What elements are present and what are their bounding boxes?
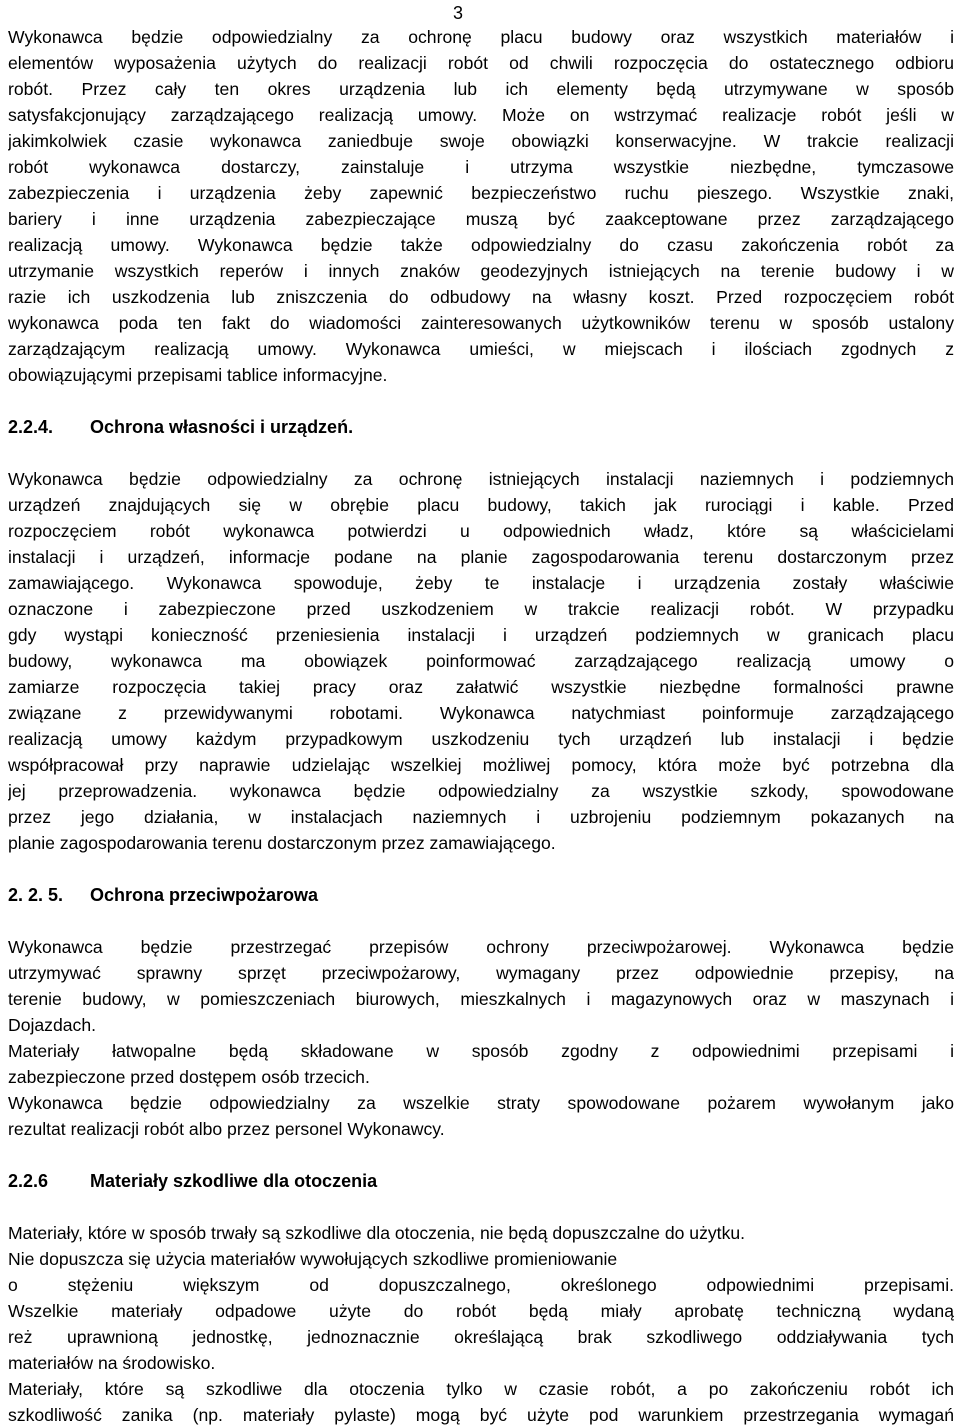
section-number: 2.2.4. (8, 417, 54, 437)
text-line: Nie dopuszcza się użycia materiałów wywołujących szkodliwe promieniowanie (8, 1249, 618, 1269)
section-number: 2.2.6 (8, 1171, 49, 1191)
text-line: bariery i inne urządzenia zabezpieczające muszą być zaakceptowane przez zarządzającego (8, 209, 954, 229)
text-line: Wykonawca będzie odpowiedzialny za ochronę placu budowy oraz wszystkich materiałów i (8, 27, 954, 47)
text-line: utrzymywać sprawny sprzęt przeciwpożarowy, wymagany przez odpowiednie przepisy, na (8, 963, 954, 983)
text-line: oznaczone i zabezpieczone przed uszkodzeniem w trakcie realizacji robót. W przypadku (8, 599, 954, 619)
text-line: utrzymanie wszystkich reperów i innych znaków geodezyjnych istniejących na terenie budowy i w (8, 261, 954, 281)
text-line: gdy wystąpi konieczność przeniesienia instalacji i urządzeń podziemnych w granicach placu (8, 625, 954, 645)
page-number: 3 (452, 3, 463, 23)
text-line: Materiały łatwopalne będą składowane w sposób zgodny z odpowiednimi przepisami i (8, 1041, 954, 1061)
section-heading-2-2-4 (8, 414, 954, 440)
paragraph-fire-protection (8, 934, 954, 1142)
paragraph-site-protection (8, 24, 954, 388)
text-line: Wszelkie materiały odpadowe użyte do robót będą miały aprobatę techniczną wydaną (8, 1301, 954, 1321)
section-number: 2. 2. 5. (8, 885, 64, 905)
text-line: terenie budowy, w pomieszczeniach biurowych, mieszkalnych i magazynowych oraz w maszynach i (8, 989, 954, 1009)
text-line: Wykonawca będzie odpowiedzialny za wszelkie straty spowodowane pożarem wywołanym jako (8, 1093, 954, 1113)
text-line: robót. Przez cały ten okres urządzenia lub ich elementy będą utrzymywane w sposób (8, 79, 954, 99)
text-line: razie ich uszkodzenia lub zniszczenia do odbudowy na własny koszt. Przed rozpoczęciem robót (8, 287, 954, 307)
text-line: reż uprawnioną jednostkę, jednoznacznie określającą brak szkodliwego oddziaływania tych (8, 1327, 954, 1347)
text-line: Dojazdach. (8, 1015, 97, 1035)
text-line: robót wykonawca dostarczy, zainstaluje i utrzyma wszystkie niezbędne, tymczasowe (8, 157, 954, 177)
text-line: wykonawca poda ten fakt do wiadomości zainteresowanych użytkowników terenu w sposób ustalony (8, 313, 954, 333)
paragraph-harmful-materials (8, 1220, 954, 1428)
text-line: współpracował przy naprawie udzielając wszelkiej możliwej pomocy, która może być potrzebna dla (8, 755, 954, 775)
text-line: realizacją umowy. Wykonawca będzie także odpowiedzialny do czasu zakończenia robót za (8, 235, 954, 255)
text-line: satysfakcjonujący zarządzającego realizacją umowy. Może on wstrzymać realizacje robót jeśli w (8, 105, 954, 125)
text-line: zabezpieczone przed dostępem osób trzecich. (8, 1067, 370, 1087)
document-body (8, 24, 954, 1428)
text-line: rozpoczęciem robót wykonawca potwierdzi u odpowiednich władz, które są właścicielami (8, 521, 954, 541)
section-title: Materiały szkodliwe dla otoczenia (90, 1171, 378, 1191)
text-line: planie zagospodarowania terenu dostarczonym przez zamawiającego. (8, 833, 556, 853)
section-title: Ochrona przeciwpożarowa (90, 885, 319, 905)
text-line: szkodliwość zanika (np. materiały pylaste) mogą być użyte pod warunkiem przestrzegania wymagań (8, 1405, 954, 1425)
text-line: rezultat realizacji robót albo przez personel Wykonawcy. (8, 1119, 445, 1139)
text-line: obowiązującymi przepisami tablice informacyjne. (8, 365, 388, 385)
text-line: zarządzającym realizacją umowy. Wykonawca umieści, w miejscach i ilościach zgodnych z (8, 339, 954, 359)
text-line: jej przeprowadzenia. wykonawca będzie odpowiedzialny za wszystkie szkody, spowodowane (8, 781, 954, 801)
text-line: Materiały, które są szkodliwe dla otoczenia tylko w czasie robót, a po zakończeniu robót ich (8, 1379, 954, 1399)
text-line: o stężeniu większym od dopuszczalnego, określonego odpowiednimi przepisami. (8, 1275, 954, 1295)
text-line: budowy, wykonawca ma obowiązek poinformować zarządzającego realizacją umowy o (8, 651, 954, 671)
text-line: przez jego działania, w instalacjach naziemnych i uzbrojeniu podziemnym pokazanych na (8, 807, 954, 827)
section-heading-2-2-5 (8, 882, 954, 908)
section-heading-2-2-6 (8, 1168, 954, 1194)
text-line: jakimkolwiek czasie wykonawca zaniedbuje swoje obowiązki konserwacyjne. W trakcie realizacji (8, 131, 954, 151)
text-line: realizacją umowy każdym przypadkowym uszkodzeniu tych urządzeń lub instalacji i będzie (8, 729, 954, 749)
text-line: Materiały, które w sposób trwały są szkodliwe dla otoczenia, nie będą dopuszczalne do użytku. (8, 1223, 746, 1243)
text-line: zamiarze rozpoczęcia takiej pracy oraz załatwić wszystkie niezbędne formalności prawne (8, 677, 954, 697)
text-line: materiałów na środowisko. (8, 1353, 216, 1373)
text-line: Wykonawca będzie przestrzegać przepisów ochrony przeciwpożarowej. Wykonawca będzie (8, 937, 954, 957)
text-line: elementów wyposażenia użytych do realizacji robót od chwili rozpoczęcia do ostatecznego odbioru (8, 53, 954, 73)
text-line: Wykonawca będzie odpowiedzialny za ochronę istniejących instalacji naziemnych i podziemnych (8, 469, 954, 489)
text-line: urządzeń znajdujących się w obrębie placu budowy, takich jak rurociągi i kable. Przed (8, 495, 954, 515)
section-title: Ochrona własności i urządzeń. (90, 417, 354, 437)
text-line: instalacji i urządzeń, informacje podane na planie zagospodarowania terenu dostarczonym przez (8, 547, 954, 567)
text-line: zamawiającego. Wykonawca spowoduje, żeby te instalacje i urządzenia zostały właściwie (8, 573, 954, 593)
text-line: związane z przewidywanymi robotami. Wykonawca natychmiast poinformuje zarządzającego (8, 703, 954, 723)
text-line: zabezpieczenia i urządzenia żeby zapewnić bezpieczeństwo ruchu pieszego. Wszystkie znaki, (8, 183, 954, 203)
paragraph-property-protection (8, 466, 954, 856)
